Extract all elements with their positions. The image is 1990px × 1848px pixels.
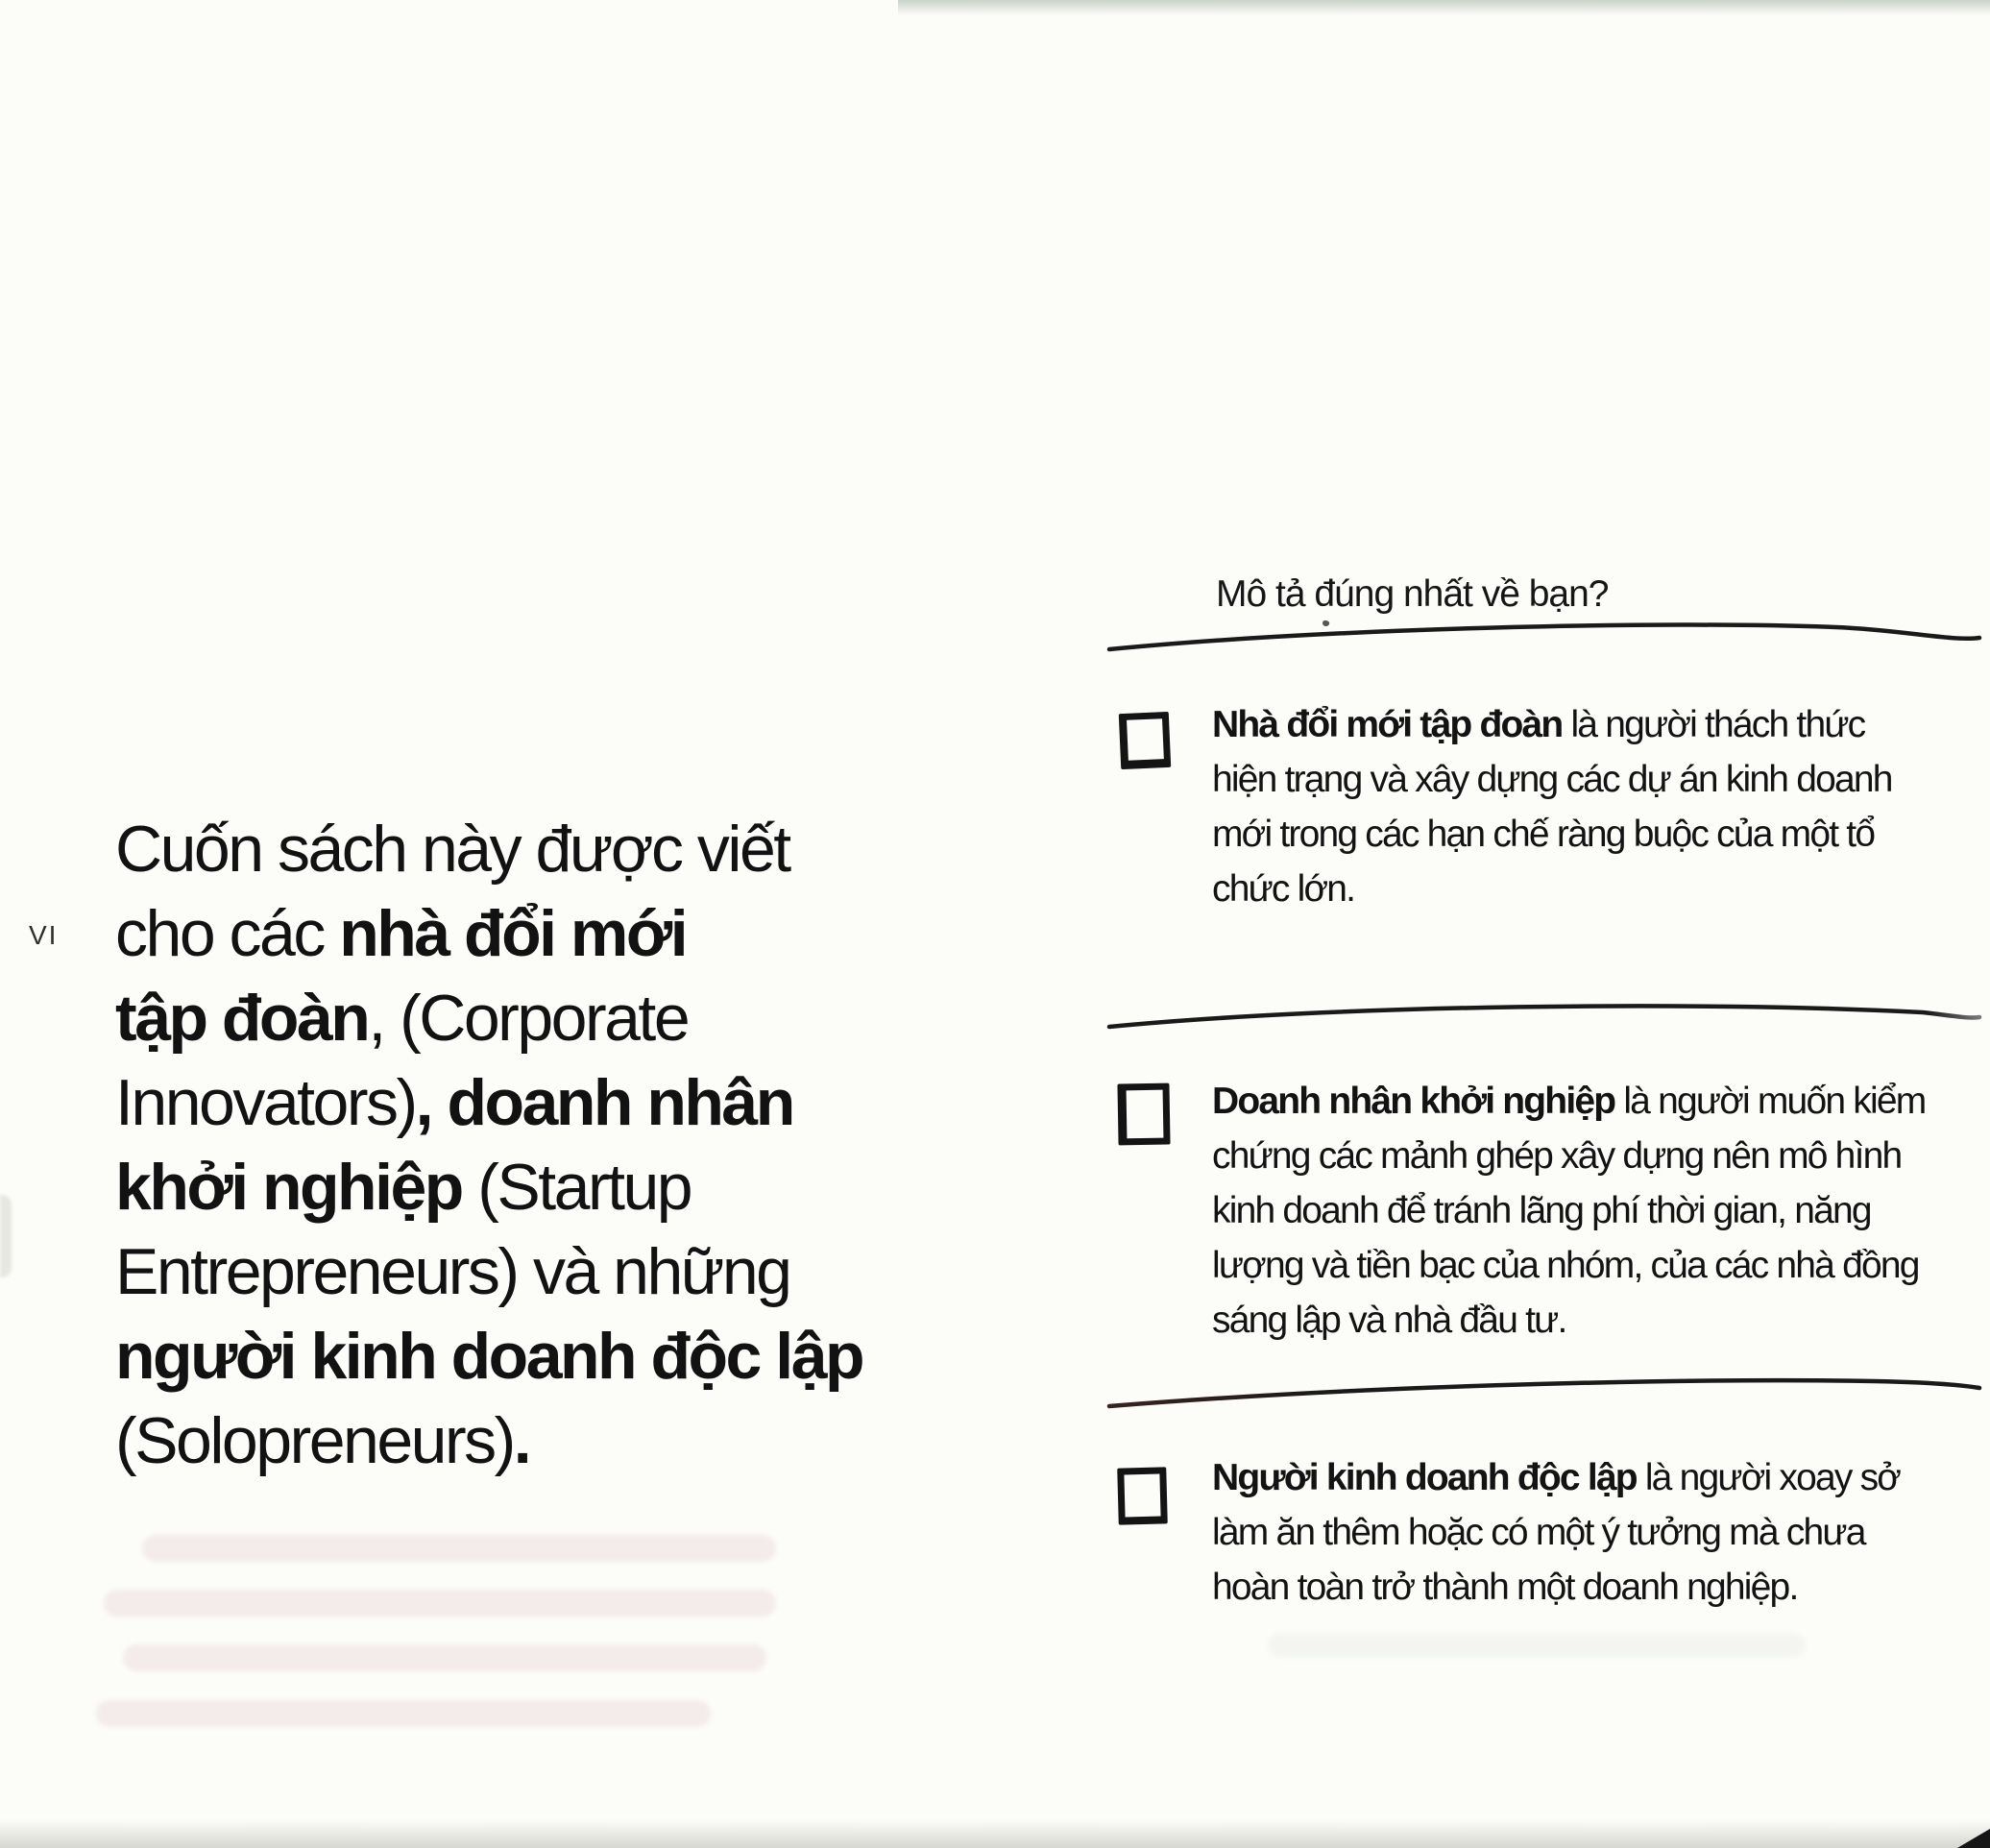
text-line (1212, 697, 1892, 752)
option-text (1212, 1074, 1925, 1348)
ghost-text-line (104, 1590, 776, 1617)
text-segment: mới trong các hạn chế ràng buộc của một tổ (1212, 814, 1875, 855)
text-segment: chức lớn. (1212, 868, 1355, 910)
text-segment: cho các (115, 897, 340, 970)
text-line (115, 1060, 862, 1145)
text-segment: hiện trạng và xây dựng các dự án kinh doanh (1212, 759, 1892, 800)
scan-artifact-top-band (898, 0, 1990, 15)
text-segment: là người thách thức (1562, 704, 1865, 745)
text-line (1212, 1560, 1900, 1615)
text-line (115, 1229, 862, 1314)
ghost-text-line (96, 1700, 711, 1727)
text-segment: , (Corporate (368, 982, 689, 1055)
text-segment: chứng các mảnh ghép xây dựng nên mô hình (1212, 1135, 1902, 1177)
text-segment: người kinh doanh độc lập (115, 1320, 863, 1393)
text-line (1212, 1450, 1900, 1505)
text-segment: . (513, 1404, 530, 1477)
option-checkbox-solopreneur[interactable] (1117, 1467, 1168, 1524)
scan-artifact-edge-smudge (0, 1195, 12, 1277)
text-segment: Doanh nhân khởi nghiệp (1212, 1081, 1615, 1122)
divider-line (1106, 995, 1982, 1037)
text-line (115, 891, 862, 976)
text-segment: lượng và tiền bạc của nhóm, của các nhà đồng (1212, 1245, 1919, 1286)
text-line (1212, 1129, 1925, 1183)
option-checkbox-startup-entrepreneur[interactable] (1117, 1083, 1170, 1146)
survey-question: Mô tả đúng nhất về bạn? (1216, 573, 1609, 615)
ghost-text-line (123, 1644, 766, 1671)
divider-line (1106, 1375, 1982, 1418)
ghost-text-line (1268, 1633, 1806, 1658)
divider-line (1106, 617, 1982, 659)
text-line (1212, 752, 1892, 807)
text-segment: , doanh nhân (415, 1066, 793, 1139)
text-segment: (Solopreneurs) (115, 1404, 514, 1477)
text-line (115, 976, 862, 1060)
text-segment: Nhà đổi mới tập đoàn (1212, 704, 1563, 745)
text-line (115, 1314, 862, 1398)
text-line (1212, 1238, 1925, 1293)
text-segment: Entrepreneurs) và những (115, 1235, 790, 1308)
text-segment: Innovators) (115, 1066, 416, 1139)
text-segment: Cuốn sách này được viết (115, 813, 789, 886)
text-line (1212, 862, 1892, 916)
text-line (115, 807, 862, 891)
text-segment: Người kinh doanh độc lập (1212, 1457, 1637, 1498)
option-checkbox-corporate-innovator[interactable] (1119, 712, 1171, 769)
text-line (1212, 1505, 1900, 1560)
text-segment: kinh doanh để tránh lãng phí thời gian, năng (1212, 1190, 1871, 1231)
text-segment: (Startup (461, 1151, 692, 1224)
text-segment: sáng lập và nhà đầu tư. (1212, 1300, 1566, 1341)
text-segment: làm ăn thêm hoặc có một ý tưởng mà chưa (1212, 1512, 1865, 1553)
text-segment: tập đoàn (115, 982, 369, 1055)
text-segment: hoàn toàn trở thành một doanh nghiệp. (1212, 1567, 1798, 1608)
text-line (115, 1145, 862, 1229)
intro-paragraph (115, 807, 862, 1483)
text-segment: khởi nghiệp (115, 1151, 462, 1224)
ghost-text-line (142, 1535, 776, 1562)
option-text (1212, 1450, 1900, 1615)
scan-artifact-bottom-band (0, 1819, 1990, 1848)
text-segment: là người muốn kiểm (1614, 1081, 1926, 1122)
text-line (1212, 1293, 1925, 1348)
page-number-marker: VI (29, 920, 59, 950)
text-line (1212, 807, 1892, 862)
text-segment: nhà đổi mới (339, 897, 687, 970)
text-line (1212, 1074, 1925, 1129)
text-line (115, 1398, 862, 1483)
text-line (1212, 1183, 1925, 1238)
text-segment: là người xoay sở (1636, 1457, 1901, 1498)
option-text (1212, 697, 1892, 916)
